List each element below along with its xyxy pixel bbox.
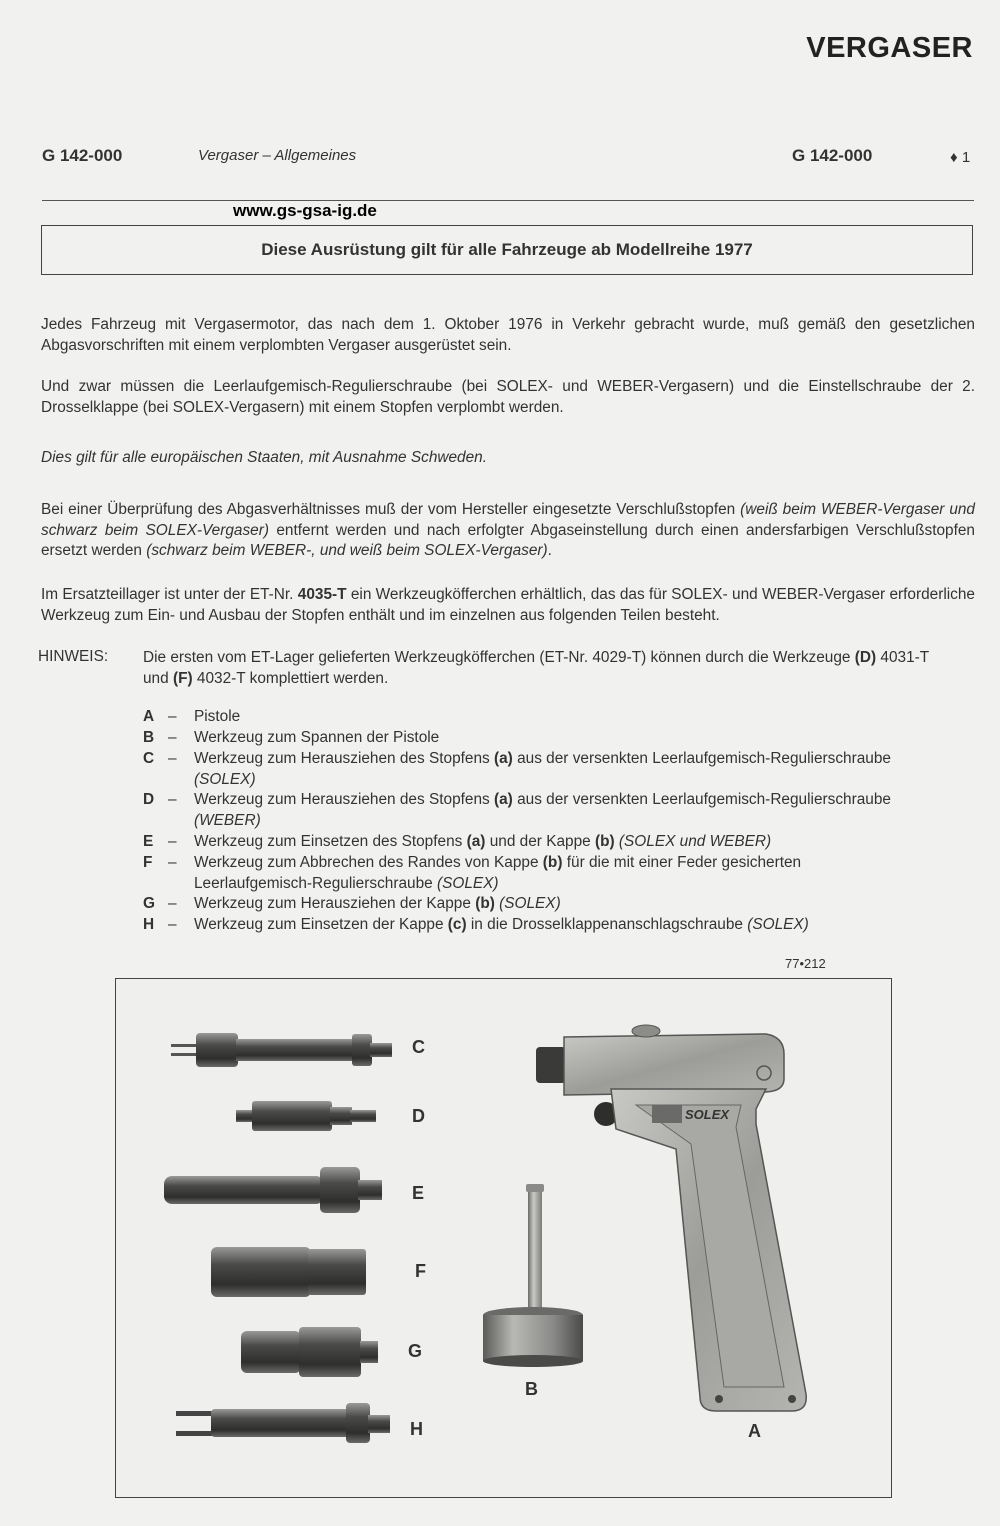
label-g: G — [408, 1341, 423, 1361]
hinweis-a: Die ersten vom ET-Lager gelieferten Werkzeugköfferchen (ET-Nr. 4029-T) können durch die Werkzeuge — [143, 649, 855, 666]
hinweis-text — [143, 648, 943, 689]
item-text-part: Pistole — [194, 708, 241, 725]
tool-c-drawing — [171, 1033, 392, 1067]
item-text-part: aus der versenkten Leerlaufgemisch-Regulierschraube — [512, 791, 891, 808]
solex-logo: SOLEX — [685, 1107, 730, 1122]
hinweis-label: HINWEIS: — [38, 648, 109, 665]
label-c: C — [412, 1037, 425, 1057]
p5-text-a: Im Ersatzteillager ist unter der ET-Nr. — [41, 586, 298, 603]
item-text-part: in die Drosselklappenanschlagschraube — [466, 916, 748, 933]
tool-item-c — [143, 749, 923, 790]
notice-text: Diese Ausrüstung gilt für alle Fahrzeuge ab Modellreihe 1977 — [261, 240, 753, 259]
item-dash: – — [168, 729, 177, 746]
paragraph-4 — [41, 500, 975, 562]
label-a: A — [748, 1421, 761, 1441]
item-description — [194, 707, 923, 728]
tool-d-drawing — [236, 1101, 376, 1131]
item-text-part: Werkzeug zum Herausziehen des Stopfens — [194, 750, 494, 767]
item-letter: E — [143, 833, 154, 850]
item-description — [194, 853, 923, 894]
hinweis-c: 4031-T und — [143, 649, 929, 687]
item-text-part: (b) — [594, 833, 615, 850]
p4-text-b: (weiß beim WEBER-Vergaser und schwarz beim SOLEX-Vergaser) — [41, 501, 975, 539]
p5-part-number: 4035-T — [297, 586, 347, 603]
item-text-part: (SOLEX) — [436, 874, 499, 892]
paragraph-1: Jedes Fahrzeug mit Vergasermotor, das nach dem 1. Oktober 1976 in Verkehr gebracht wurde, muß gemäß den gesetzlichen Abgasvorschriften mit einem verplombten Vergaser ausgerüstet sein. — [41, 316, 975, 354]
label-b: B — [525, 1379, 538, 1399]
p4-text-c: entfernt werden und nach erfolgter Abgaseinstellung durch einen andersfarbigen Verschlußstopfen ersetzt werden — [41, 521, 975, 559]
item-text-part: (a) — [494, 791, 513, 808]
tool-b-drawing — [483, 1184, 583, 1367]
item-text-part: (SOLEX und WEBER) — [618, 833, 772, 850]
item-dash: – — [168, 791, 177, 808]
item-text-part: (b) — [475, 895, 495, 912]
item-text-part: (b) — [542, 854, 563, 871]
p5-text-c: ein Werkzeugköfferchen erhältlich, das das für SOLEX- und WEBER-Vergaser erforderliche Werkzeug zum Ein- und Ausbau der Stopfen enthält und im einzelnen aus folgenden Teilen besteht. — [41, 586, 975, 624]
item-text-part: (a) — [494, 750, 513, 767]
item-letter: F — [143, 854, 153, 871]
item-dash: – — [168, 895, 177, 912]
hinweis-e: 4032-T komplettiert werden. — [192, 669, 389, 687]
item-text-part: Werkzeug zum Einsetzen des Stopfens — [194, 833, 467, 850]
item-dash: – — [168, 916, 177, 933]
website-stamp: www.gs-gsa-ig.de — [233, 201, 377, 220]
tool-item-b — [143, 728, 923, 749]
item-letter: D — [143, 791, 155, 808]
item-text-part: Werkzeug zum Spannen der Pistole — [194, 729, 440, 746]
item-letter: H — [143, 916, 155, 933]
item-description — [194, 790, 923, 831]
item-text-part: Werkzeug zum Einsetzen der Kappe — [194, 916, 448, 933]
section-title: VERGASER — [806, 32, 973, 64]
item-text-part: und der Kappe — [485, 833, 595, 850]
item-description — [194, 915, 923, 936]
item-description — [194, 894, 923, 915]
item-dash: – — [168, 708, 177, 725]
document-code-left: G 142-000 — [42, 146, 123, 165]
item-text-part: Werkzeug zum Abbrechen des Randes von Kappe — [194, 854, 543, 871]
tool-e-drawing — [164, 1167, 382, 1213]
tool-item-g — [143, 894, 923, 915]
item-letter: B — [143, 729, 155, 746]
tools-figure — [115, 978, 892, 1498]
paragraph-3: Dies gilt für alle europäischen Staaten, mit Ausnahme Schweden. — [41, 449, 488, 466]
item-text-part: (c) — [447, 916, 467, 933]
item-description — [194, 728, 923, 749]
paragraph-2: Und zwar müssen die Leerlaufgemisch-Regulierschraube (bei SOLEX- und WEBER-Vergasern) und die Einstellschraube der 2. Drosselklappe (bei SOLEX-Vergasern) mit einem Stopfen verplombt werden. — [41, 378, 975, 416]
label-d: D — [412, 1106, 425, 1126]
label-h: H — [410, 1419, 423, 1439]
tool-item-f — [143, 853, 923, 894]
item-text-part: aus der versenkten Leerlaufgemisch-Regulierschraube — [512, 750, 891, 767]
document-description: Vergaser – Allgemeines — [198, 147, 357, 164]
label-e: E — [412, 1183, 425, 1203]
item-letter: G — [143, 895, 155, 912]
tool-f-drawing — [211, 1247, 366, 1297]
tool-item-a — [143, 707, 923, 728]
tool-item-h — [143, 915, 923, 936]
header-divider — [42, 200, 974, 201]
item-dash: – — [168, 750, 177, 767]
notice-box — [41, 225, 973, 275]
tool-h-drawing — [176, 1403, 390, 1443]
figure-number: 77•212 — [785, 956, 826, 971]
item-dash: – — [168, 854, 177, 871]
item-text-part: Werkzeug zum Herausziehen des Stopfens — [194, 791, 494, 808]
hinweis-d: (F) — [172, 669, 193, 687]
document-code-right: G 142-000 — [792, 146, 873, 165]
p4-text-a: Bei einer Überprüfung des Abgasverhältnisses muß der vom Hersteller eingesetzte Verschlußstopfen — [41, 501, 741, 518]
item-text-part: Werkzeug zum Herausziehen der Kappe — [194, 895, 476, 912]
item-text-part: für die mit einer Feder gesicherten Leerlaufgemisch-Regulierschraube — [194, 854, 802, 892]
hinweis-b: (D) — [854, 649, 877, 666]
item-text-part: (SOLEX) — [194, 770, 256, 788]
item-letter: C — [143, 750, 155, 767]
item-description — [194, 832, 923, 853]
item-text-part: (SOLEX) — [499, 895, 561, 912]
tool-item-e — [143, 832, 923, 853]
tool-item-d — [143, 790, 923, 831]
p4-text-e: . — [547, 542, 552, 559]
item-text-part: (SOLEX) — [747, 916, 809, 933]
p4-text-d: (schwarz beim WEBER-, und weiß beim SOLEX-Vergaser) — [146, 542, 548, 559]
paragraph-5 — [41, 585, 975, 626]
item-dash: – — [168, 833, 177, 850]
tool-g-drawing — [241, 1327, 378, 1377]
page-marker: ♦ 1 — [950, 149, 971, 166]
tools-illustration — [116, 979, 893, 1499]
item-description — [194, 749, 923, 790]
item-text-part: (a) — [466, 833, 486, 850]
label-f: F — [415, 1261, 426, 1281]
item-text-part: (WEBER) — [194, 811, 261, 829]
item-letter: A — [143, 708, 155, 725]
